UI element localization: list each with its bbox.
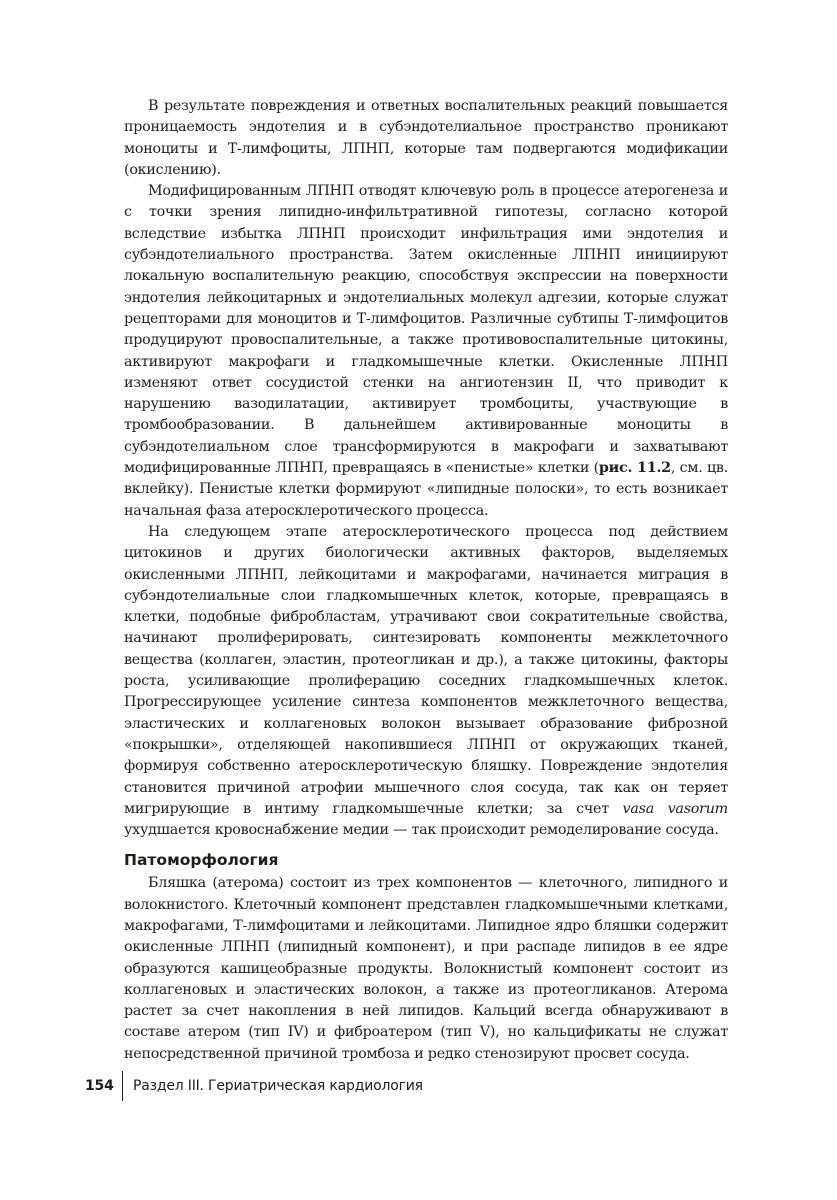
paragraph xyxy=(124,181,728,522)
paragraph: В результате повреждения и ответных воспалительных реакций повышается проницаемость эндотелия и в субэндотелиальное пространство проникают моноциты и Т-лимфоциты, ЛПНП, которые там подвергаются модификации (окислению). xyxy=(124,98,728,178)
paragraph-text: Модифицированным ЛПНП отводят ключевую роль в процессе атерогенеза и с точки зрения липидно-инфильтративной гипотезы, согласно которой вследствие избытка ЛПНП происходит инфильтрация ими эндотелия и субэндотелиального пространства. Затем окисленные ЛПНП инициируют локальную воспалительную реакцию, способствуя экспрессии на поверхности эндотелия лейкоцитарных и эндотелиальных молекул адгезии, которые служат рецепторами для моноцитов и Т-лимфоцитов. Различные субтипы Т-лимфоцитов продуцируют провоспалительные, а также противовоспалительные цитокины, активируют макрофаги и гладкомышечные клетки. Окисленные ЛПНП изменяют ответ сосудистой стенки на ангиотензин II, что приводит к нарушению вазодилатации, активирует тромбоциты, участвующие в тромбообразовании. В дальнейшем активированные моноциты в субэндотелиальном слое трансформируются в макрофаги и захватывают модифицированные ЛПНП, превращаясь в «пенистые» клетки ( xyxy=(124,183,728,477)
body-text xyxy=(124,96,728,1065)
running-head: Раздел III. Гериатрическая кардиология xyxy=(133,1078,423,1094)
section-heading: Патоморфология xyxy=(124,851,279,870)
page-footer xyxy=(85,1071,423,1101)
paragraph-text: , см. цв. вклейку). Пенистые клетки формируют «липидные полоски», то есть возникает начальная фаза атеросклеротического процесса. xyxy=(124,460,728,519)
paragraph-text: ухудшается кровоснабжение медии — так происходит ремоделирование сосуда. xyxy=(124,822,719,839)
paragraph xyxy=(124,522,728,841)
paragraph: Бляшка (атерома) состоит из трех компонентов — клеточного, липидного и волокнистого. Клеточный компонент представлен гладкомышечными клетками, макрофагами, Т-лимфоцитами и лейкоцитами. Липидное ядро бляшки содержит окисленные ЛПНП (липидный компонент), и при распаде липидов в ее ядре образуются кашицеобразные продукты. Волокнистый компонент состоит из коллагеновых и эластических волокон, а также из протеогликанов. Атерома растет за счет накопления в ней липидов. Кальций всегда обнаруживают в составе атером (тип IV) и фиброатером (тип V), но кальцификаты не служат непосредственной причиной тромбоза и редко стенозируют просвет сосуда. xyxy=(124,875,728,1062)
page-number: 154 xyxy=(85,1078,114,1094)
figure-reference: рис. 11.2 xyxy=(598,460,671,477)
paragraph-text: На следующем этапе атеросклеротического процесса под действием цитокинов и других биологически активных факторов, выделяемых окисленными ЛПНП, лейкоцитами и макрофагами, начинается миграция в субэндотелиальные слои гладкомышечных клеток, которые, превращаясь в клетки, подобные фибробластам, утрачивают свои сократительные свойства, начинают пролиферировать, синтезировать компоненты межклеточного вещества (коллаген, эластин, протеогликан и др.), а также цитокины, факторы роста, усиливающие пролиферацию соседних гладкомышечных клеток. Прогрессирующее усиление синтеза компонентов межклеточного вещества, эластических и коллагеновых волокон вызывает образование фиброзной «покрышки», отделяющей накопившиеся ЛПНП от окружающих тканей, формируя собственно атеросклеротическую бляшку. Повреждение эндотелия становится причиной атрофии мышечного слоя сосуда, так как он теряет мигрирующие в интиму гладкомышечные клетки; за счет xyxy=(124,523,728,817)
footer-divider xyxy=(122,1071,123,1101)
italic-term: vasa vasorum xyxy=(622,800,728,817)
